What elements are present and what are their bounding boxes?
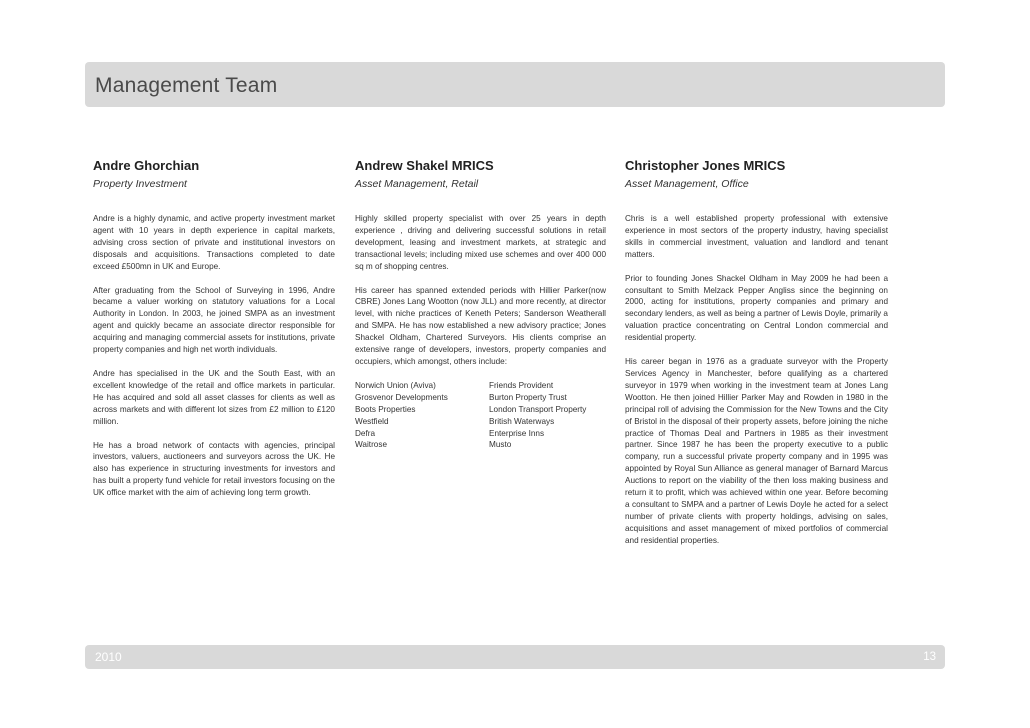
profile-column-andrew: [355, 157, 606, 451]
client-list: [355, 380, 606, 451]
footer-year: 2010: [95, 650, 122, 664]
profile-role: Asset Management, Office: [625, 178, 749, 190]
client-item: Defra: [355, 428, 376, 438]
profile-paragraph: After graduating from the School of Surveying in 1996, Andre became a valuer working on statutory valuations for a Local Authority in London. In 2003, he joined SMPA as an investment agent and quickly became an associate director responsible for acquiring and managing commercial assets for institutions, private property companies and high net worth individuals.: [93, 285, 335, 355]
page-number: 13: [923, 651, 936, 663]
profile-paragraph: His career began in 1976 as a graduate surveyor with the Property Services Agency in Manchester, before qualifying as a chartered surveyor in 1979 when working in the investment team at Jones Lang Wootton. He then joined Hillier Parker May and Rowden in 1980 in the principal roll of advising the Commission for the New Towns and the City of Bristol in the disposal of their property assets, before joining the niche practice of Thomas Deal and Partners in 1985 as their investment partner. Since 1987 he has been the property executive to a public company, run a successful private property company and in 1995 was appointed by Royal Sun Alliance as general manager of Barnard Marcus Auctions to report on the viability of the then loss making business and return it to profit, which was achieved within one year. Before becoming a consultant to SMPA and a partner of Lewis Doyle he acted for a select number of private clients with property holdings, advising on sales, acquisitions and asset management of mixed portfolios of commercial and residential properties.: [625, 357, 888, 545]
profile-paragraph: Andre has specialised in the UK and the South East, with an excellent knowledge of the retail and office markets in particular. He has acquired and sold all asset classes for clients as well as across markets and with different lot sizes from £2 million to £120 million.: [93, 368, 335, 426]
profile-paragraph: Andre is a highly dynamic, and active property investment market agent with 10 years in depth experience in capital markets, advising cross section of private and institutional investors on disposals and acquisitions. Transactions completed to date exceed £500mn in UK and Europe.: [93, 214, 335, 271]
client-item: British Waterways: [489, 416, 555, 426]
profile-role: Asset Management, Retail: [355, 178, 479, 190]
profile-column-christopher: [625, 157, 888, 547]
client-item: London Transport Property: [489, 404, 587, 414]
profile-name: Christopher Jones MRICS: [625, 158, 786, 173]
client-item: Grosvenor Developments: [355, 392, 448, 402]
profile-paragraph: His career has spanned extended periods with Hillier Parker(now CBRE) Jones Lang Wootton (now JLL) and more recently, at director level, with niche practices of Keneth Peters; Sanderson Weatherall and SMPA. He has now established a new advisory practice; Jones Shackel Oldham, Chartered Surveyors. His clients comprise an extensive range of developers, investors, property companies and occupiers, which amongst, others include:: [355, 285, 606, 366]
profile-name: Andre Ghorchian: [93, 158, 200, 173]
page-title: Management Team: [95, 74, 278, 97]
profile-name: Andrew Shakel MRICS: [355, 158, 494, 173]
profile-paragraph: Highly skilled property specialist with over 25 years in depth experience , driving and delivering successful solutions in retail development, leasing and investment markets, at strategic and transactional levels; including mixed use schemes and over 400 000 sq m of shopping centres.: [355, 214, 606, 271]
header-bar: [85, 62, 945, 107]
footer-bar: [85, 645, 945, 669]
client-item: Norwich Union (Aviva): [355, 380, 436, 390]
profile-paragraph: Chris is a well established property professional with extensive experience in most sectors of the property industry, having specialist skills in commercial investment, valuation and landlord and tenant matters.: [625, 214, 888, 259]
client-item: Enterprise Inns: [489, 428, 545, 438]
profile-paragraph: He has a broad network of contacts with agencies, principal investors, valuers, auctioneers and surveyors across the UK. He also has experience in structuring investments for investors and has built a property fund vehicle for retail investors focusing on the UK office market with the aim of achieving long term growth.: [93, 440, 335, 498]
client-item: Burton Property Trust: [489, 392, 567, 402]
client-item: Westfield: [355, 416, 389, 426]
client-item: Waitrose: [355, 440, 387, 450]
client-item: Friends Provident: [489, 380, 554, 390]
profile-role: Property Investment: [93, 178, 187, 190]
profile-column-andre: [93, 157, 335, 499]
client-item: Musto: [489, 440, 512, 450]
client-item: Boots Properties: [355, 404, 416, 414]
profile-paragraph: Prior to founding Jones Shackel Oldham in May 2009 he had been a consultant to Smith Melzack Pepper Angliss since the beginning on 2000, acting for institutions, property companies and primary and secondary lenders, as well as being a partner of Lewis Doyle, primarily a valuation practice concentrating on Central London commercial and residential property.: [625, 273, 888, 343]
